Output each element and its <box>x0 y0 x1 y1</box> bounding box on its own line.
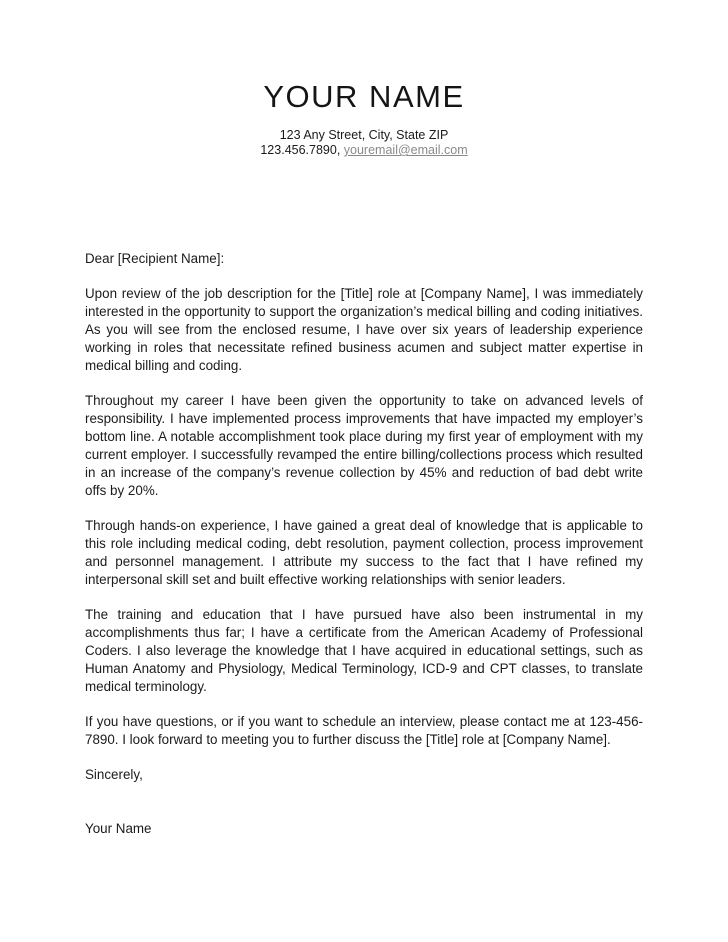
letter-header <box>0 0 728 158</box>
letter-paragraph: Upon review of the job description for the [Title] role at [Company Name], I was immediately interested in the opportunity to support the organization’s medical billing and coding initiatives. As you will see from the enclosed resume, I have over six years of leadership experience working in roles that necessitate refined business acumen and subject matter expertise in medical billing and coding. <box>85 286 643 373</box>
signature-name: Your Name <box>85 821 152 836</box>
sign-off: Sincerely, <box>85 767 143 782</box>
letter-paragraph: If you have questions, or if you want to schedule an interview, please contact me at 123-456-7890. I look forward to meeting you to further discuss the [Title] role at [Company Name]. <box>85 714 643 747</box>
letter-paragraph: The training and education that I have pursued have also been instrumental in my accomplishments thus far; I have a certificate from the American Academy of Professional Coders. I also leverage the knowledge that I have acquired in educational settings, such as Human Anatomy and Physiology, Medical Terminology, ICD-9 and CPT classes, to translate medical terminology. <box>85 607 643 694</box>
email-link[interactable]: youremail@email.com <box>343 143 468 158</box>
letter-paragraph: Throughout my career I have been given the opportunity to take on advanced levels of responsibility. I have implemented process improvements that have impacted my employer’s bottom line. A notable accomplishment took place during my first year of employment with my current employer. I successfully revamped the entire billing/collections process which resulted in an increase of the company’s revenue collection by 45% and reduction of bad debt write offs by 20%. <box>85 393 643 498</box>
letter-body <box>85 250 643 855</box>
greeting-line: Dear [Recipient Name]: <box>85 251 225 266</box>
header-phone-email-line <box>0 143 728 158</box>
letter-paragraph: Through hands-on experience, I have gained a great deal of knowledge that is applicable to this role including medical coding, debt resolution, payment collection, process improvement and personnel management. I attribute my success to the fact that I have refined my interpersonal skill set and built effective working relationships with senior leaders. <box>85 518 643 587</box>
header-name: YOUR NAME <box>263 79 465 114</box>
header-phone: 123.456.7890, <box>260 143 344 158</box>
header-address: 123 Any Street, City, State ZIP <box>279 128 449 143</box>
header-contact-block <box>0 128 728 158</box>
